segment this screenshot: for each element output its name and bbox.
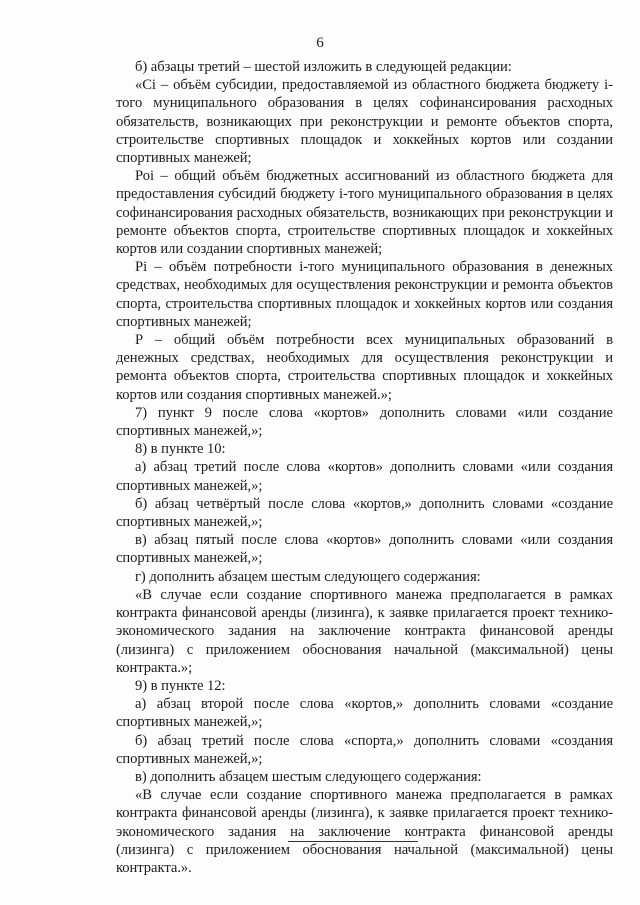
paragraph: Р – общий объём потребности всех муниципальных образований в денежных средствах, необходимых для осуществления реконструкции и ремонта объектов спорта, строительства спортивных площадок и хоккейных кортов или создания спортивных манежей.»; xyxy=(116,332,613,403)
paragraph: «В случае если создание спортивного манежа предполагается в рамках контракта финансовой аренды (лизинга), к заявке прилагается проект технико-экономического задания на заключение контракта финансовой аренды (лизинга) с приложением обоснования начальной (максимальной) цены контракта.»; xyxy=(116,586,613,676)
document-body xyxy=(116,58,613,877)
closing-rule xyxy=(288,841,418,842)
paragraph: а) абзац второй после слова «кортов,» дополнить словами «создание спортивных манежей,»; xyxy=(116,696,613,731)
paragraph: г) дополнить абзацем шестым следующего содержания: xyxy=(135,568,481,585)
paragraph: 7) пункт 9 после слова «кортов» дополнить словами «или создание спортивных манежей,»; xyxy=(116,404,613,440)
paragraph: 9) в пункте 12: xyxy=(135,677,226,694)
paragraph: а) абзац третий после слова «кортов» дополнить словами «или создания спортивных манежей,»; xyxy=(116,459,613,494)
page-number: 6 xyxy=(316,35,324,51)
paragraph: «Сi – объём субсидии, предоставляемой из областного бюджета бюджету i-того муниципального образования в целях софинансирования расходных обязательств, возникающих при реконструкции и ремонте объектов спорта, строительстве спортивных площадок и хоккейных кортов или создании спортивных манежей; xyxy=(116,77,613,167)
paragraph: 8) в пункте 10: xyxy=(135,441,226,458)
paragraph: Рi – объём потребности i-того муниципального образования в денежных средствах, необходимых для осуществления реконструкции и ремонта объектов спорта, строительства спортивных площадок и хоккейных кортов или создания спортивных манежей; xyxy=(116,259,613,330)
paragraph: Роi – общий объём бюджетных ассигнований из областного бюджета для предоставления субсидий бюджету i-того муниципального образования в целях софинансирования расходных обязательств, возникающих при реконструкции и ремонте объектов спорта, строительстве спортивных площадок и хоккейных кортов или создании спортивных манежей; xyxy=(116,168,613,258)
paragraph: б) абзац третий после слова «спорта,» дополнить словами «создания спортивных манежей,»; xyxy=(116,732,613,767)
paragraph: б) абзацы третий – шестой изложить в следующей редакции: xyxy=(135,59,512,75)
paragraph: в) дополнить абзацем шестым следующего содержания: xyxy=(135,768,482,785)
paragraph: в) абзац пятый после слова «кортов» дополнить словами «или создания спортивных манежей,»; xyxy=(116,532,613,567)
paragraph: б) абзац четвёртый после слова «кортов,» дополнить словами «создание спортивных манежей,»; xyxy=(116,495,613,531)
paragraph: «В случае если создание спортивного манежа предполагается в рамках контракта финансовой аренды (лизинга), к заявке прилагается проект технико-экономического задания на заключение контракта финансовой аренды (лизинга) с приложением обоснования начальной (максимальной) цены контракта.». xyxy=(116,787,613,876)
